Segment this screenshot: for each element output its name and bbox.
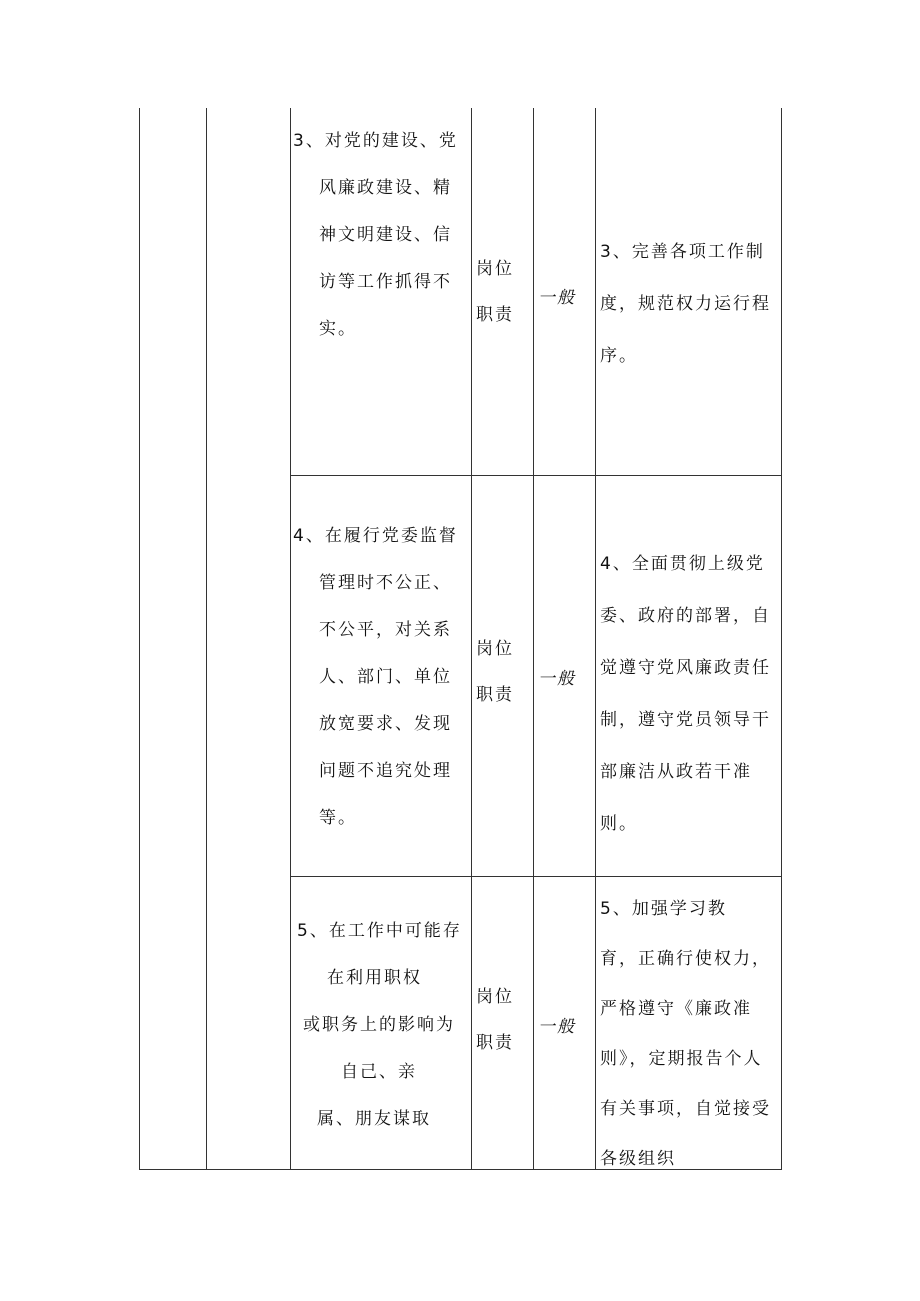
type-cell bbox=[472, 246, 532, 338]
risk-text-line: 自己、亲 bbox=[341, 1062, 417, 1082]
level-cell: 一般 bbox=[538, 1017, 576, 1037]
risk-text-line: 管理时不公正、 bbox=[319, 573, 452, 593]
type-text-line: 岗位 bbox=[476, 987, 514, 1007]
measure-text-line: 则。 bbox=[600, 814, 638, 834]
type-text-line: 岗位 bbox=[476, 259, 514, 279]
risk-text-line: 人、部门、单位 bbox=[319, 667, 452, 687]
type-text-line: 岗位 bbox=[476, 639, 514, 659]
measure-text-line: 制，遵守党员领导干 bbox=[600, 710, 771, 730]
risk-text-line: 风廉政建设、精 bbox=[319, 178, 452, 198]
measure-text-line: 度，规范权力运行程 bbox=[600, 294, 771, 314]
measure-text-line: 育，正确行使权力， bbox=[600, 949, 771, 969]
table-border-left bbox=[139, 108, 140, 1170]
type-text-line: 职责 bbox=[476, 1033, 514, 1053]
measure-text-line: 5、加强学习教 bbox=[600, 899, 727, 919]
type-cell bbox=[472, 974, 532, 1066]
type-text-line: 职责 bbox=[476, 685, 514, 705]
risk-text-line: 放宽要求、发现 bbox=[319, 714, 452, 734]
risk-text-line: 不公平，对关系 bbox=[319, 620, 452, 640]
measure-cell bbox=[596, 884, 782, 1184]
risk-table bbox=[139, 108, 782, 1170]
row-divider-2 bbox=[290, 876, 782, 877]
risk-cell bbox=[291, 513, 471, 842]
measure-text-line: 则》，定期报告个人 bbox=[600, 1049, 763, 1069]
risk-text-line: 实。 bbox=[319, 319, 357, 339]
risk-text-line: 在利用职权 bbox=[327, 968, 422, 988]
measure-text-line: 有关事项，自觉接受 bbox=[600, 1099, 771, 1119]
type-text-line: 职责 bbox=[476, 305, 514, 325]
measure-text-line: 委、政府的部署，自 bbox=[600, 606, 771, 626]
level-cell: 一般 bbox=[538, 288, 576, 308]
risk-text-line: 神文明建设、信 bbox=[319, 225, 452, 245]
measure-text-line: 序。 bbox=[600, 346, 638, 366]
risk-text-line: 3、对党的建设、党 bbox=[293, 131, 458, 151]
risk-text-line: 访等工作抓得不 bbox=[319, 272, 452, 292]
measure-text-line: 部廉洁从政若干准 bbox=[600, 762, 752, 782]
column-divider-4 bbox=[533, 108, 534, 1170]
column-divider-1 bbox=[206, 108, 207, 1170]
risk-text-line: 4、在履行党委监督 bbox=[293, 526, 458, 546]
risk-text-line: 属、朋友谋取 bbox=[317, 1109, 431, 1129]
type-cell bbox=[472, 626, 532, 718]
measure-text-line: 3、完善各项工作制 bbox=[600, 242, 765, 262]
measure-text-line: 各级组织 bbox=[600, 1149, 676, 1169]
risk-text-line: 5、在工作中可能存 bbox=[297, 921, 462, 941]
measure-text-line: 觉遵守党风廉政责任 bbox=[600, 658, 771, 678]
measure-text-line: 严格遵守《廉政准 bbox=[600, 999, 752, 1019]
row-divider-1 bbox=[290, 475, 782, 476]
risk-text-line: 或职务上的影响为 bbox=[303, 1015, 455, 1035]
risk-cell bbox=[291, 908, 471, 1143]
measure-text-line: 4、全面贯彻上级党 bbox=[600, 554, 765, 574]
measure-cell bbox=[596, 538, 782, 850]
measure-cell bbox=[596, 226, 782, 382]
level-cell: 一般 bbox=[538, 669, 576, 689]
risk-text-line: 问题不追究处理 bbox=[319, 761, 452, 781]
risk-cell bbox=[291, 118, 471, 353]
risk-text-line: 等。 bbox=[319, 808, 357, 828]
